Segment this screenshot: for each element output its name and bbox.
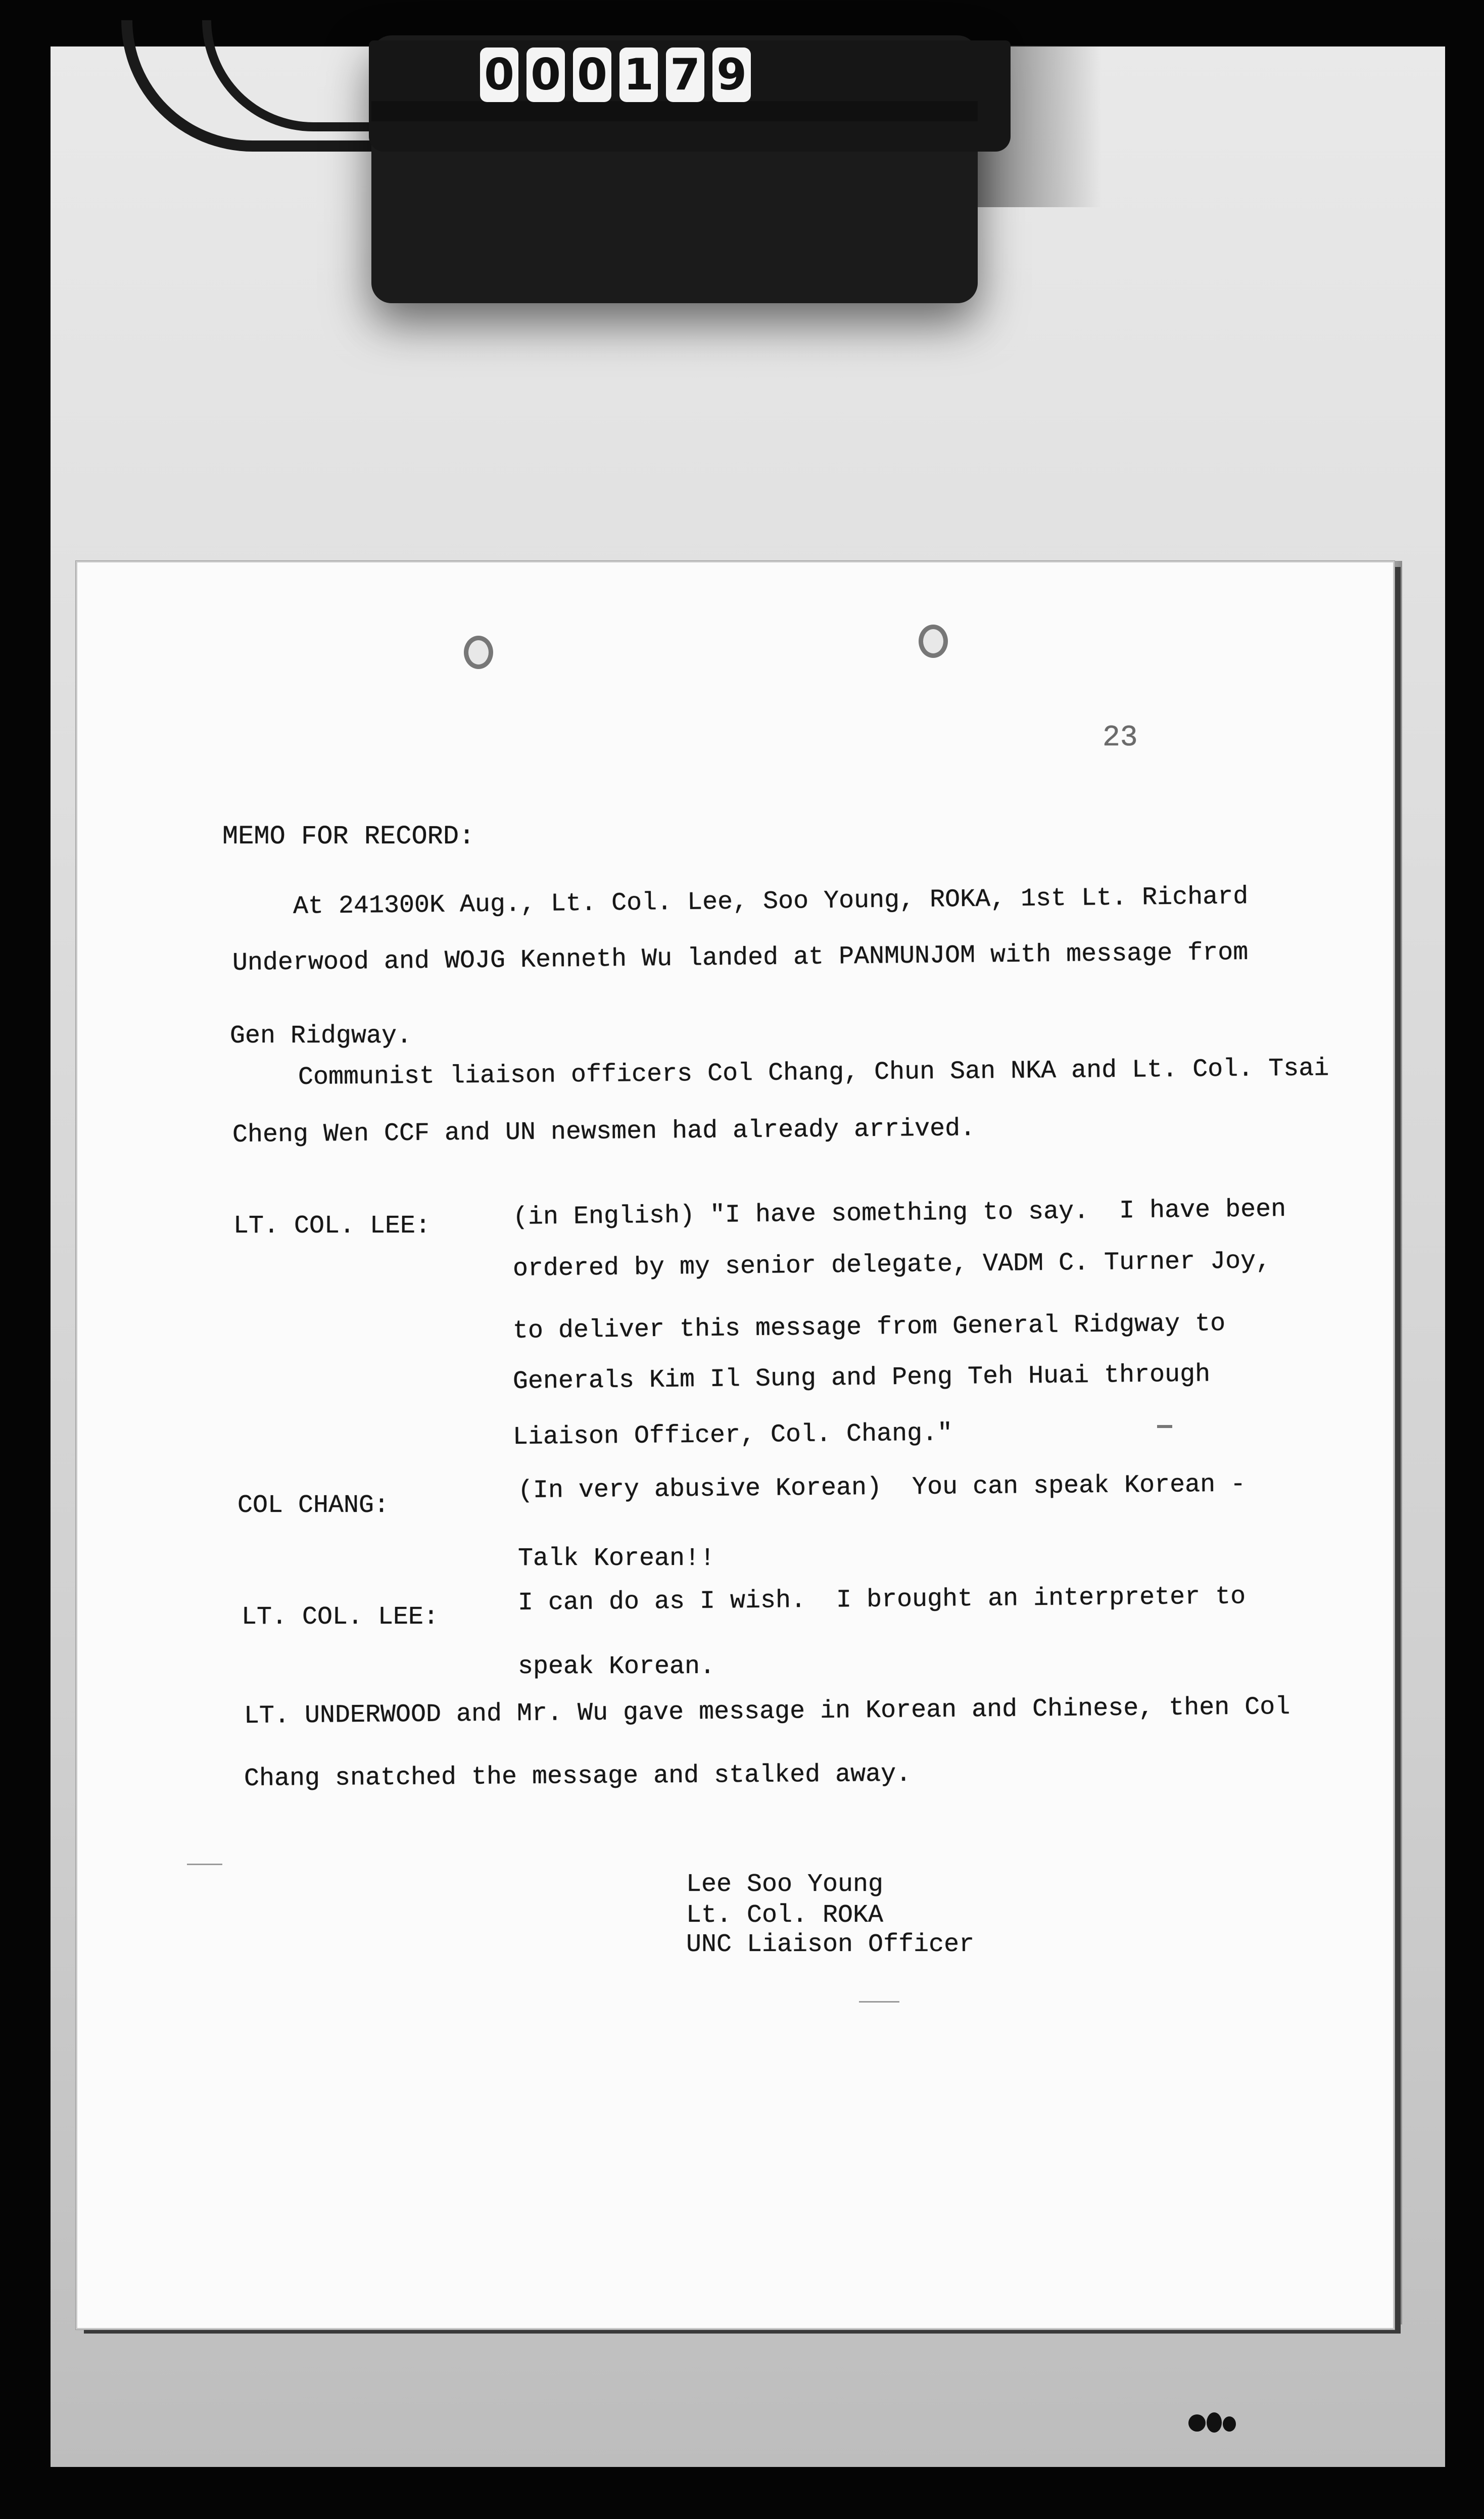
closing-line: LT. UNDERWOOD and Mr. Wu gave message in Korean and Chinese, then Col [244,1692,1290,1731]
dialogue-speaker: COL CHANG: [237,1491,390,1520]
film-blot [1188,2414,1206,2432]
dialogue-line: (In very abusive Korean) You can speak Korean - [517,1470,1246,1505]
punch-hole [919,625,948,658]
signature-name: Lee Soo Young [686,1870,884,1899]
counter-digit: 0 [573,47,611,102]
paragraph-line: At 241300K Aug., Lt. Col. Lee, Soo Young, ROKA, 1st Lt. Richard [293,882,1249,921]
film-scratch [859,2001,899,2003]
paragraph-line: Underwood and WOJG Kenneth Wu landed at PANMUNJOM with message from [232,938,1249,978]
closing-line: Chang snatched the message and stalked away. [244,1760,912,1793]
film-scratch [187,1864,222,1865]
counter-digit: 7 [666,47,704,102]
dialogue-line: (in English) "I have something to say. I have been [512,1195,1286,1232]
film-blot [1223,2416,1236,2432]
paragraph-line: Communist liaison officers Col Chang, Chun San NKA and Lt. Col. Tsai [298,1054,1329,1092]
counter-digit: 1 [619,47,658,102]
counter-digit: 0 [480,47,518,102]
paragraph-line: Gen Ridgway. [230,1022,412,1051]
punch-hole [464,636,493,669]
frame-counter-display [480,46,751,103]
signature-rank: Lt. Col. ROKA [686,1901,884,1930]
memo-title: MEMO FOR RECORD: [222,822,475,851]
dialogue-line: I can do as I wish. I brought an interpreter to [517,1582,1246,1618]
dialogue-line: ordered by my senior delegate, VADM C. Turner Joy, [512,1247,1271,1284]
paragraph-line: Cheng Wen CCF and UN newsmen had already arrived. [232,1114,976,1150]
dialogue-speaker: LT. COL. LEE: [242,1603,439,1632]
page-number: 23 [1103,722,1138,754]
frame-counter-strip [371,101,978,121]
counter-digit: 9 [712,47,751,102]
dialogue-line: Talk Korean!! [518,1544,715,1573]
film-blot [1207,2412,1222,2433]
signature-title: UNC Liaison Officer [686,1930,975,1959]
counter-digit: 0 [526,47,565,102]
dialogue-line: Generals Kim Il Sung and Peng Teh Huai through [512,1360,1211,1396]
dialogue-line: to deliver this message from General Ridgway to [512,1309,1226,1346]
dialogue-line: speak Korean. [518,1652,715,1681]
film-scratch [1157,1425,1172,1428]
dialogue-line: Liaison Officer, Col. Chang." [512,1419,953,1452]
dialogue-speaker: LT. COL. LEE: [233,1212,431,1241]
